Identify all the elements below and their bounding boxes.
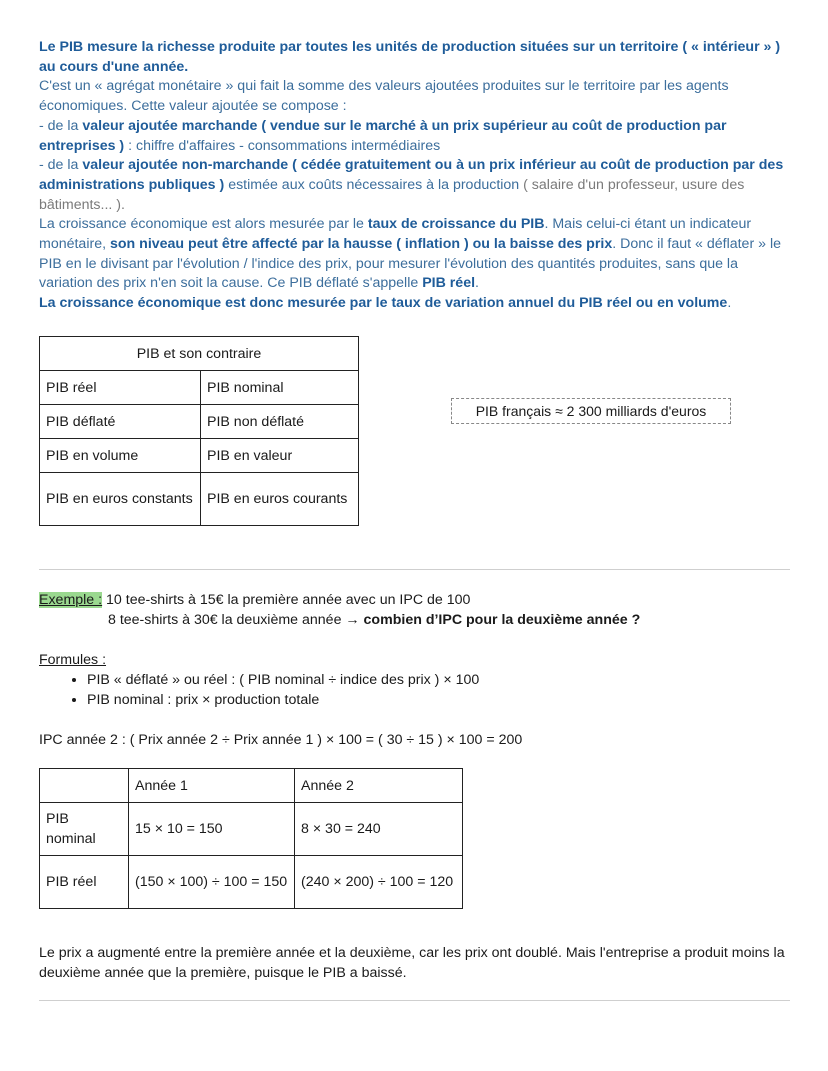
list-item: • PIB nominal : prix × production totale — [87, 690, 799, 710]
table-cell: PIB en valeur — [201, 439, 359, 473]
table-cell: PIB réel — [40, 371, 201, 405]
pib-calculation-table — [39, 768, 463, 909]
table-row — [40, 405, 359, 439]
table-cell: (240 × 200) ÷ 100 = 120 — [295, 856, 463, 909]
formulas-list — [39, 670, 799, 710]
table-cell: 8 × 30 = 240 — [295, 803, 463, 856]
table-header: Année 2 — [295, 769, 463, 803]
table-row — [40, 803, 463, 856]
table-row — [40, 769, 463, 803]
table-header: PIB et son contraire — [40, 337, 359, 371]
table-row — [40, 439, 359, 473]
intro-p4: - de la valeur ajoutée non-marchande ( cédée gratuitement ou à un prix inférieur au coût de production par des administrations publiques ) estimée aux coûts nécessaires à la production ( salaire d'un professeur, usure des bâtiments... ). — [39, 157, 784, 213]
table-cell — [40, 769, 129, 803]
intro-text — [39, 38, 791, 314]
table-cell: PIB non déflaté — [201, 405, 359, 439]
table-cell: 15 × 10 = 150 — [129, 803, 295, 856]
formulas-title: Formules : — [39, 652, 107, 668]
example-line-1: Exemple : 10 tee-shirts à 15€ la première année avec un IPC de 100 — [39, 592, 471, 608]
example-line-2: 8 tee-shirts à 30€ la deuxième année → combien d’IPC pour la deuxième année ? — [108, 612, 641, 628]
table-row — [40, 856, 463, 909]
example-label: Exemple : — [39, 592, 103, 608]
intro-p1: Le PIB mesure la richesse produite par toutes les unités de production situées sur un territoire ( « intérieur » ) au cours d'une année. — [39, 39, 781, 75]
table-row — [40, 473, 359, 526]
ipc-calculation: IPC année 2 : ( Prix année 2 ÷ Prix année 1 ) × 100 = ( 30 ÷ 15 ) × 100 = 200 — [39, 732, 523, 748]
table-cell: PIB en euros constants — [40, 473, 201, 526]
formulas-block — [39, 650, 799, 710]
table-header: Année 1 — [129, 769, 295, 803]
table-cell: PIB déflaté — [40, 405, 201, 439]
divider — [39, 1000, 790, 1001]
table-cell: PIB réel — [40, 856, 129, 909]
table-cell: PIB en volume — [40, 439, 201, 473]
conclusion-text: Le prix a augmenté entre la première année et la deuxième, car les prix ont doublé. Mais l'entreprise a produit moins la deuxième année que la première, puisque le PIB a baissé. — [39, 945, 785, 981]
list-item: • PIB « déflaté » ou réel : ( PIB nominal ÷ indice des prix ) × 100 — [87, 670, 799, 690]
intro-p3: - de la valeur ajoutée marchande ( vendue sur le marché à un prix supérieur au coût de production par entreprises ) : chiffre d'affaires - consommations intermédiaires — [39, 117, 727, 154]
pib-opposites-table — [39, 336, 359, 526]
intro-p5: La croissance économique est alors mesurée par le taux de croissance du PIB. Mais celui-ci étant un indicateur monétaire, son niveau peut être affecté par la hausse ( inflation ) ou la baisse des prix. Donc il faut « déflater » le PIB en le divisant par l'évolution / l'indice des prix, pour mesurer l'évolution des quantités produites, sans que la variation des prix n'en soit la cause. Ce PIB déflaté s'appelle PIB réel. — [39, 216, 781, 292]
pib-france-callout: PIB français ≈ 2 300 milliards d'euros — [451, 398, 731, 424]
table-row — [40, 371, 359, 405]
example-block — [39, 590, 799, 630]
intro-p2: C'est un « agrégat monétaire » qui fait la somme des valeurs ajoutées produites sur le territoire par les agents économiques. Cette valeur ajoutée se compose : — [39, 78, 729, 115]
table-cell: (150 × 100) ÷ 100 = 150 — [129, 856, 295, 909]
intro-p6: La croissance économique est donc mesurée par le taux de variation annuel du PIB réel ou en volume. — [39, 295, 732, 312]
table-cell: PIB nominal — [40, 803, 129, 856]
table-cell: PIB nominal — [201, 371, 359, 405]
divider — [39, 569, 790, 570]
table-cell: PIB en euros courants — [201, 473, 359, 526]
